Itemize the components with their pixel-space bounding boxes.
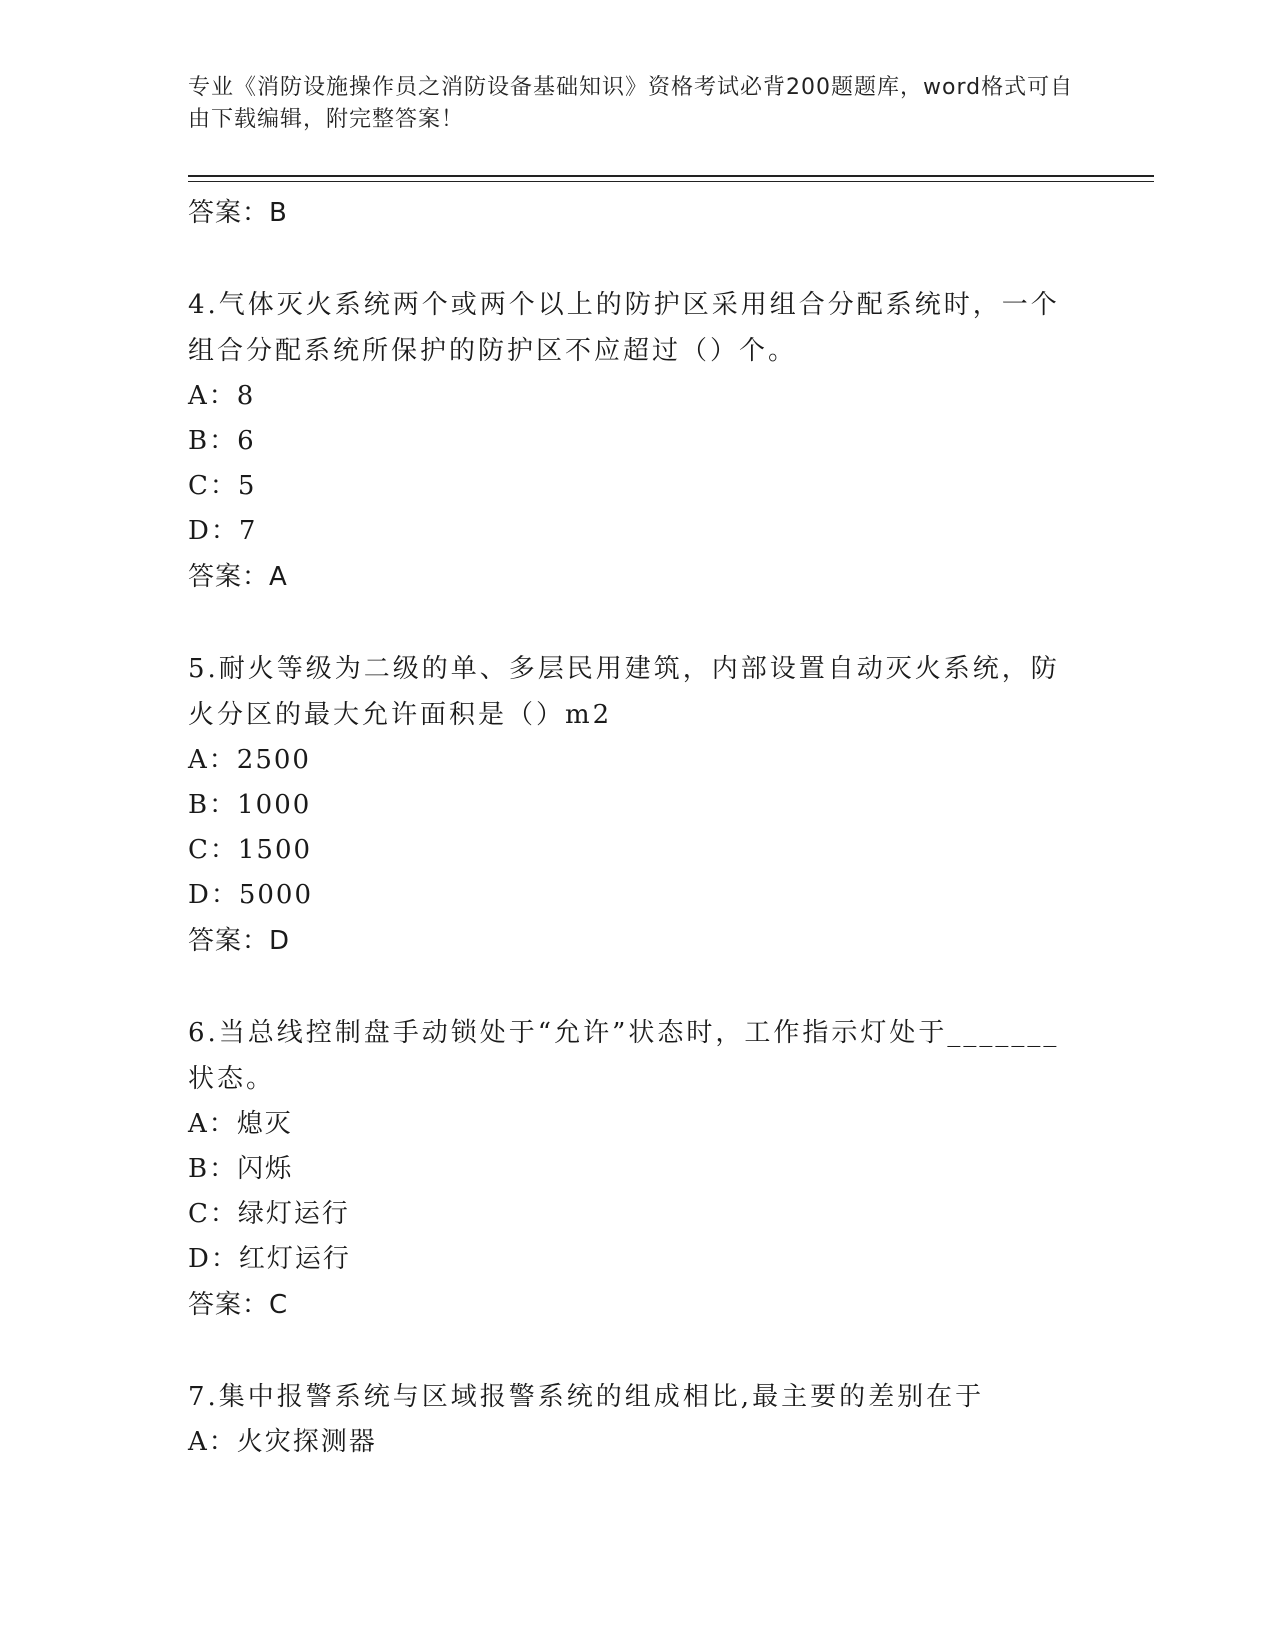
option-b: B：闪烁: [188, 1154, 294, 1184]
question-4: [188, 282, 1088, 600]
option-c: C：1500: [188, 835, 313, 865]
answer-line: 答案：D: [188, 926, 291, 956]
option-d: D：红灯运行: [188, 1244, 351, 1274]
header-divider-thick: [188, 175, 1154, 177]
option-c: C：绿灯运行: [188, 1199, 350, 1229]
answer-line: 答案：A: [188, 562, 288, 592]
option-a: A：熄灭: [188, 1109, 293, 1139]
answer-line: 答案：C: [188, 1290, 289, 1320]
document-header: 专业《消防设施操作员之消防设备基础知识》资格考试必背200题题库，word格式可自由下载编辑，附完整答案！: [188, 75, 1074, 132]
option-a: A：火灾探测器: [188, 1427, 377, 1457]
header-divider-thin: [188, 181, 1154, 182]
question-list: [188, 190, 1088, 1465]
question-text: 7.集中报警系统与区域报警系统的组成相比,最主要的差别在于: [188, 1382, 985, 1412]
option-d: D：5000: [188, 880, 314, 910]
option-a: A：8: [188, 381, 256, 411]
question-7: [188, 1374, 1088, 1465]
question-text: 6.当总线控制盘手动锁处于“允许”状态时，工作指示灯处于_______状态。: [188, 1018, 1060, 1094]
question-text: 5.耐火等级为二级的单、多层民用建筑，内部设置自动灭火系统，防火分区的最大允许面积是（）m2: [188, 654, 1060, 730]
question-5: [188, 646, 1088, 964]
option-c: C：5: [188, 471, 257, 501]
option-a: A：2500: [188, 745, 311, 775]
question-6: [188, 1010, 1088, 1328]
option-b: B：1000: [188, 790, 312, 820]
question-text: 4.气体灭火系统两个或两个以上的防护区采用组合分配系统时，一个组合分配系统所保护的防护区不应超过（）个。: [188, 290, 1060, 366]
answer-line: 答案：B: [188, 198, 288, 228]
option-b: B：6: [188, 426, 256, 456]
option-d: D：7: [188, 516, 258, 546]
